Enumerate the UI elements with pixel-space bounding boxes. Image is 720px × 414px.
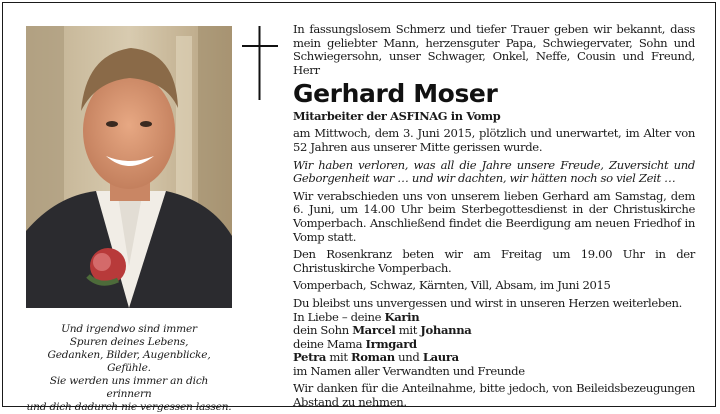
announcement-text: In fassungslosem Schmerz und tiefer Trauer geben wir bekannt, dass mein geliebter Mann, herzensguter Papa, Schwiegervater, Sohn und Schwiegersohn, unser Schwager, Onkel, Neffe, Cousin und Freund, Herr	[293, 22, 695, 77]
mourner-name: Karin	[384, 309, 420, 324]
obituary-text	[293, 23, 695, 410]
mourner-name: Laura	[422, 350, 459, 365]
remembrance-text: Du bleibst uns unvergessen und wirst in unseren Herzen weiterleben.	[293, 295, 682, 310]
mourner-line-5: im Namen aller Verwandten und Freunde	[293, 363, 525, 378]
rosary-text: Den Rosenkranz beten wir am Freitag um 19.00 Uhr in der Christuskirche Vomperbach.	[293, 247, 695, 275]
mourner-prefix: dein Sohn	[293, 323, 353, 338]
mourner-name: Petra	[293, 350, 327, 365]
poem-line: Gedanken, Bilder, Augenblicke, Gefühle.	[47, 349, 211, 374]
quote-text: Wir haben verloren, was all die Jahre unsere Freude, Zuversicht und Geborgenheit war … und wir dachten, wir hätten noch so viel Zeit …	[293, 157, 695, 186]
cross-icon	[242, 26, 278, 104]
portrait-photo	[26, 26, 232, 308]
mourner-connector: mit	[395, 323, 421, 338]
mourner-name: Johanna	[420, 323, 472, 338]
mourner-line-1	[293, 311, 695, 325]
memorial-poem	[26, 323, 232, 414]
mourner-line-3	[293, 338, 695, 352]
mourner-connector: mit	[326, 350, 351, 365]
poem-line: Und irgendwo sind immer	[61, 323, 197, 335]
poem-line: und dich dadurch nie vergessen lassen.	[26, 401, 232, 413]
mourner-name: Marcel	[352, 323, 396, 338]
mourner-prefix: In Liebe – deine	[293, 309, 385, 324]
thanks-text: Wir danken für die Anteilnahme, bitte jedoch, von Beileidsbezeugungen Abstand zu nehmen.	[293, 381, 695, 410]
mourner-connector: und	[394, 350, 423, 365]
mourner-line-4	[293, 351, 695, 365]
poem-line: Sie werden uns immer an dich erinnern	[49, 375, 209, 400]
deceased-role: Mitarbeiter der ASFINAG in Vomp	[293, 109, 501, 124]
deceased-name: Gerhard Moser	[293, 79, 498, 109]
poem-line: Spuren deines Lebens,	[69, 336, 189, 348]
mourner-name: Irmgard	[365, 336, 417, 351]
farewell-text: Wir verabschieden uns von unserem lieben Gerhard am Samstag, dem 6. Juni, um 14.00 Uhr beim Sterbegottesdienst in der Christuskirche Vomperbach. Anschließend findet die Beerdigung am neuen Friedhof in Vomp statt.	[293, 188, 695, 244]
mourner-name: Roman	[351, 350, 395, 365]
place-date: Vomperbach, Schwaz, Kärnten, Vill, Absam, im Juni 2015	[293, 278, 611, 293]
mourner-line-2	[293, 324, 695, 338]
death-info: am Mittwoch, dem 3. Juni 2015, plötzlich und unerwartet, im Alter von 52 Jahren aus unserer Mitte gerissen wurde.	[293, 126, 695, 154]
mourner-prefix: deine Mama	[293, 336, 366, 351]
